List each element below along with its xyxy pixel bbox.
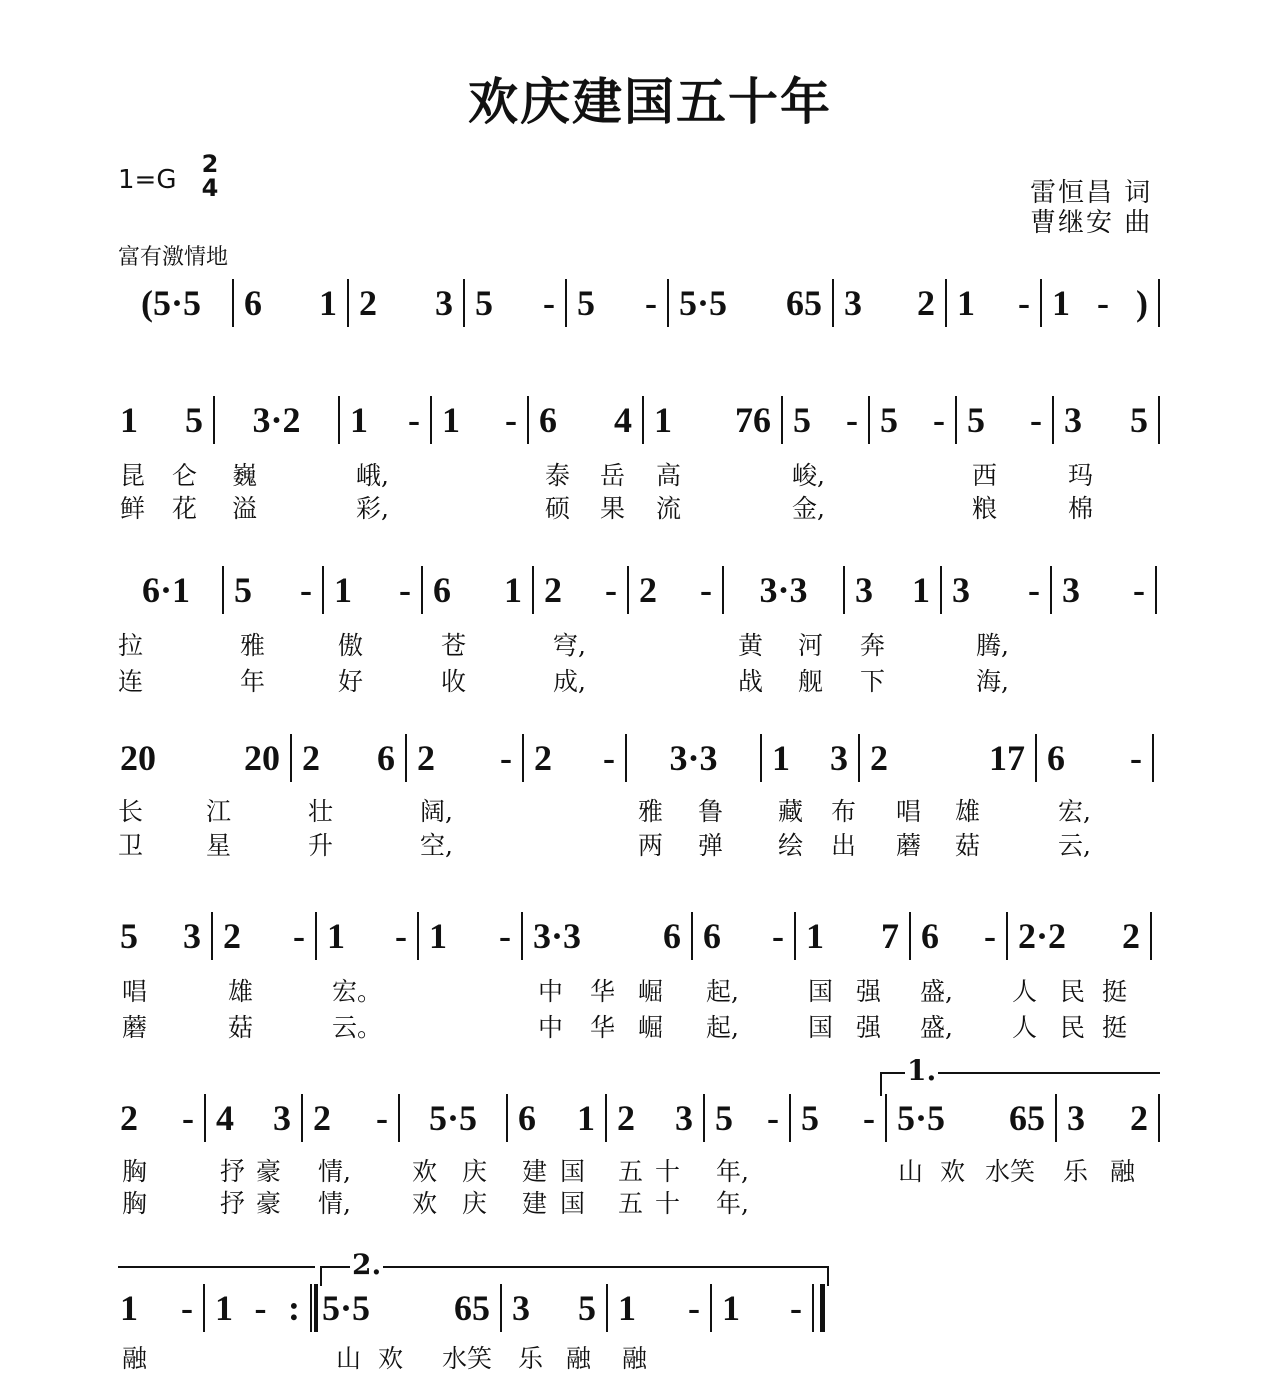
lyric-syllable: 昆 [120, 461, 146, 490]
lyric-syllable: 鲜 [120, 494, 146, 523]
measure: 1 - [957, 283, 1030, 323]
lyric-syllable: 五 [618, 1157, 644, 1186]
lyric-syllable: 融 [122, 1344, 148, 1373]
lyric-syllable: 山 [336, 1344, 362, 1373]
song-title: 欢庆建国五十年 [468, 72, 832, 131]
measure: 1 5 [120, 400, 203, 440]
lyric-syllable: 拉 [118, 631, 144, 660]
measure: 3·3 [669, 738, 718, 778]
lyric-syllable: 仑 [172, 461, 198, 490]
measure: 5 - [967, 400, 1042, 440]
lyric-syllable: 战 [738, 667, 764, 696]
lyric-syllable: 人 [1012, 1013, 1038, 1042]
measure: 6 1 [518, 1098, 595, 1138]
bar-line [532, 566, 534, 614]
lyric-syllable: 雅 [638, 797, 664, 826]
lyric-syllable: 下 [860, 667, 886, 696]
lyric-syllable: 菇 [955, 831, 981, 860]
time-signature-bottom: 4 [201, 174, 219, 202]
lyric-syllable: 人 [1012, 977, 1038, 1006]
bar-line [417, 912, 419, 960]
bar-line [605, 1094, 607, 1142]
time-signature-top: 2 [201, 150, 219, 178]
lyric-syllable: 国 [808, 1013, 834, 1042]
bar-line [213, 396, 215, 444]
bar-line [222, 566, 224, 614]
lyric-syllable: 金, [792, 494, 825, 523]
lyric-syllable: 雅 [240, 631, 266, 660]
bar-line [794, 912, 796, 960]
lyric-syllable: 胸 [122, 1189, 148, 1218]
lyric-syllable: 十 [655, 1189, 681, 1218]
lyric-syllable: 鲁 [698, 797, 724, 826]
measure: 5 - [475, 283, 555, 323]
lyric-syllable: 峻, [792, 461, 825, 490]
bar-line [812, 1284, 814, 1332]
lyric-syllable: 卫 [118, 831, 144, 860]
lyric-syllable: 抒 [220, 1157, 246, 1186]
measure: 5 3 [120, 916, 201, 956]
bar-line [642, 396, 644, 444]
lyric-syllable: 挺 [1102, 1013, 1128, 1042]
bar-line [606, 1284, 608, 1332]
lyric-syllable: 出 [831, 831, 857, 860]
lyric-syllable: 升 [308, 831, 334, 860]
measure: 1 - [350, 400, 420, 440]
bar-line [232, 279, 234, 327]
bar-line [421, 566, 423, 614]
bar-line [1158, 1094, 1160, 1142]
lyric-syllable: 欢 [412, 1157, 438, 1186]
lyric-syllable: 乐 [1063, 1157, 1089, 1186]
bar-line [940, 566, 942, 614]
lyric-syllable: 欢 [378, 1344, 404, 1373]
lyric-syllable: 奔 [860, 631, 886, 660]
lyricist-credit: 雷恒昌 词 [1030, 178, 1153, 208]
measure: 2 - [417, 738, 512, 778]
measure: 5 - [715, 1098, 779, 1138]
bar-line [430, 396, 432, 444]
measure: 2 - [534, 738, 615, 778]
lyric-syllable: 十 [655, 1157, 681, 1186]
bar-line [1040, 279, 1042, 327]
measure: 5·5 65 [679, 283, 822, 323]
measure: 3 2 [1067, 1098, 1148, 1138]
lyric-syllable: 成, [553, 667, 586, 696]
measure: 3 1 [855, 570, 930, 610]
lyric-syllable: 五 [618, 1189, 644, 1218]
lyric-syllable: 花 [172, 494, 198, 523]
bar-line [500, 1284, 502, 1332]
lyric-syllable: 峨, [356, 461, 389, 490]
lyric-syllable: 西 [972, 461, 998, 490]
measure: 2 - [313, 1098, 388, 1138]
lyric-syllable: 云。 [332, 1013, 383, 1042]
measure: 3·2 [252, 400, 301, 440]
bar-line [565, 279, 567, 327]
bar-line [625, 734, 627, 782]
lyric-syllable: 雄 [955, 797, 981, 826]
bar-line [338, 396, 340, 444]
measure: 5 - [577, 283, 657, 323]
bar-line [703, 1094, 705, 1142]
lyric-syllable: 连 [118, 667, 144, 696]
lyric-syllable: 抒 [220, 1189, 246, 1218]
lyric-syllable: 情, [318, 1157, 351, 1186]
measure: 5 - [234, 570, 312, 610]
lyric-syllable: 豪 [256, 1189, 282, 1218]
measure: 6 1 [244, 283, 337, 323]
measure: 2 - [544, 570, 617, 610]
bar-line [627, 566, 629, 614]
lyric-syllable: 溢 [232, 494, 258, 523]
measure: 6 1 [433, 570, 522, 610]
measure: 1 - [429, 916, 511, 956]
volta-first-continuation [118, 1266, 315, 1268]
lyric-syllable: 挺 [1102, 977, 1128, 1006]
lyric-syllable: 藏 [778, 797, 804, 826]
bar-line [463, 279, 465, 327]
measure: 1 - [618, 1288, 700, 1328]
measure: 6 - [1047, 738, 1142, 778]
measure: 5·5 65 [897, 1098, 1045, 1138]
lyric-syllable: 布 [831, 797, 857, 826]
repeat-bar-line [314, 1284, 318, 1332]
volta-second-number: 2. [352, 1248, 382, 1281]
lyric-syllable: 山 [898, 1157, 924, 1186]
lyric-syllable: 年, [716, 1157, 749, 1186]
lyric-syllable: 绘 [778, 831, 804, 860]
lyric-syllable: 棉 [1068, 494, 1094, 523]
lyric-syllable: 巍 [232, 461, 258, 490]
measure: 6 - [921, 916, 996, 956]
bar-line [843, 566, 845, 614]
measure: 3 2 [844, 283, 935, 323]
measure: 3 - [1062, 570, 1145, 610]
lyric-syllable: 傲 [338, 631, 364, 660]
lyric-syllable: 盛, [920, 977, 953, 1006]
lyric-syllable: 苍 [441, 631, 467, 660]
measure: 2 - [120, 1098, 194, 1138]
lyric-syllable: 建 [522, 1157, 548, 1186]
lyric-syllable: 江 [206, 797, 232, 826]
final-bar-line [820, 1284, 825, 1332]
measure: 1 - [120, 1288, 193, 1328]
lyric-syllable: 庆 [462, 1157, 488, 1186]
bar-line [527, 396, 529, 444]
lyric-syllable: 星 [206, 831, 232, 860]
lyric-syllable: 高 [656, 461, 682, 490]
time-signature [200, 152, 220, 200]
bar-line [1035, 734, 1037, 782]
measure: 2 - [639, 570, 712, 610]
lyric-syllable: 强 [856, 1013, 882, 1042]
bar-line [955, 396, 957, 444]
bar-line [667, 279, 669, 327]
lyric-syllable: 欢 [940, 1157, 966, 1186]
bar-line [1150, 912, 1152, 960]
lyric-syllable: 水笑 [442, 1344, 493, 1373]
lyric-syllable: 起, [706, 977, 739, 1006]
bar-line [858, 734, 860, 782]
bar-line [398, 1094, 400, 1142]
volta-second-bracket [320, 1266, 829, 1286]
lyric-syllable: 雄 [228, 977, 254, 1006]
measure: 1 - [722, 1288, 802, 1328]
lyric-syllable: 玛 [1068, 461, 1094, 490]
measure: 2 17 [870, 738, 1025, 778]
lyric-syllable: 好 [338, 667, 364, 696]
measure: 5 - [880, 400, 945, 440]
lyric-syllable: 年, [716, 1189, 749, 1218]
measure: 2 3 [359, 283, 453, 323]
lyric-syllable: 建 [522, 1189, 548, 1218]
bar-line [310, 1284, 312, 1332]
bar-line [1006, 912, 1008, 960]
bar-line [868, 396, 870, 444]
bar-line [1155, 566, 1157, 614]
measure: 3 5 [1064, 400, 1148, 440]
bar-line [1158, 396, 1160, 444]
lyric-syllable: 蘑 [896, 831, 922, 860]
lyric-syllable: 崛 [638, 1013, 664, 1042]
measure: 3·3 6 [533, 916, 681, 956]
lyric-syllable: 融 [566, 1344, 592, 1373]
lyric-syllable: 崛 [638, 977, 664, 1006]
lyric-syllable: 壮 [308, 797, 334, 826]
bar-line [211, 912, 213, 960]
lyric-syllable: 年 [240, 667, 266, 696]
lyric-syllable: 融 [1110, 1157, 1136, 1186]
measure: 2 3 [617, 1098, 693, 1138]
measure: 3 - [952, 570, 1040, 610]
measure: 2 6 [302, 738, 395, 778]
bar-line [909, 912, 911, 960]
measure: 6·1 [141, 570, 190, 610]
lyric-syllable: 华 [590, 977, 616, 1006]
measure: 1 7 [806, 916, 899, 956]
lyric-syllable: 穹, [553, 631, 586, 660]
measure: 1 3 [772, 738, 848, 778]
measure: 1 - ) [1052, 283, 1148, 323]
bar-line [1052, 396, 1054, 444]
lyric-syllable: 泰 [545, 461, 571, 490]
lyric-syllable: 华 [590, 1013, 616, 1042]
measure: 1 - [334, 570, 411, 610]
lyric-syllable: 国 [560, 1189, 586, 1218]
lyric-syllable: 欢 [412, 1189, 438, 1218]
lyric-syllable: 乐 [518, 1344, 544, 1373]
bar-line [945, 279, 947, 327]
measure: 6 - [703, 916, 784, 956]
measure: 1 - [442, 400, 517, 440]
measure: 20 20 [120, 738, 280, 778]
volta-first-number: 1. [907, 1054, 937, 1087]
bar-line [722, 566, 724, 614]
bar-line [1152, 734, 1154, 782]
bar-line [760, 734, 762, 782]
lyric-syllable: 腾, [976, 631, 1009, 660]
bar-line [691, 912, 693, 960]
measure: 5 - [793, 400, 858, 440]
lyric-syllable: 唱 [896, 797, 922, 826]
lyric-syllable: 情, [318, 1189, 351, 1218]
lyric-syllable: 弹 [698, 831, 724, 860]
lyric-syllable: 彩, [356, 494, 389, 523]
lyric-syllable: 阔, [420, 797, 453, 826]
bar-line [301, 1094, 303, 1142]
measure: 2·2 2 [1018, 916, 1140, 956]
measure: 1 76 [654, 400, 771, 440]
bar-line [832, 279, 834, 327]
lyric-syllable: 菇 [228, 1013, 254, 1042]
lyric-syllable: 果 [600, 494, 626, 523]
lyric-syllable: 岳 [600, 461, 626, 490]
bar-line [506, 1094, 508, 1142]
bar-line [315, 912, 317, 960]
measure: 3·3 [759, 570, 808, 610]
lyric-syllable: 两 [638, 831, 664, 860]
lyric-syllable: 庆 [462, 1189, 488, 1218]
lyric-syllable: 长 [118, 797, 144, 826]
bar-line [522, 734, 524, 782]
lyric-syllable: 舰 [798, 667, 824, 696]
bar-line [1055, 1094, 1057, 1142]
lyric-syllable: 黄 [738, 631, 764, 660]
measure: 2 - [223, 916, 305, 956]
bar-line [204, 1094, 206, 1142]
lyric-syllable: 粮 [972, 494, 998, 523]
key-signature: 1=G [118, 165, 177, 195]
lyric-syllable: 硕 [545, 494, 571, 523]
composer-credit: 曹继安 曲 [1030, 208, 1153, 238]
bar-line [322, 566, 324, 614]
lyric-syllable: 海, [976, 667, 1009, 696]
measure: 1 - [327, 916, 407, 956]
measure: (5·5 [141, 283, 201, 323]
lyric-syllable: 中 [538, 977, 564, 1006]
measure: 6 4 [539, 400, 632, 440]
bar-line [405, 734, 407, 782]
measure: 5·5 [428, 1098, 477, 1138]
lyric-syllable: 盛, [920, 1013, 953, 1042]
bar-line [885, 1094, 887, 1142]
lyric-syllable: 云, [1058, 831, 1091, 860]
lyric-syllable: 民 [1060, 977, 1086, 1006]
bar-line [710, 1284, 712, 1332]
lyric-syllable: 民 [1060, 1013, 1086, 1042]
lyric-syllable: 蘑 [122, 1013, 148, 1042]
bar-line [1158, 279, 1160, 327]
measure: 4 3 [216, 1098, 291, 1138]
lyric-syllable: 胸 [122, 1157, 148, 1186]
lyric-syllable: 强 [856, 977, 882, 1006]
bar-line [203, 1284, 205, 1332]
lyric-syllable: 中 [538, 1013, 564, 1042]
lyric-syllable: 唱 [122, 977, 148, 1006]
bar-line [1050, 566, 1052, 614]
lyric-syllable: 豪 [256, 1157, 282, 1186]
lyric-syllable: 国 [808, 977, 834, 1006]
bar-line [789, 1094, 791, 1142]
lyric-syllable: 宏, [1058, 797, 1091, 826]
lyric-syllable: 收 [441, 667, 467, 696]
tempo-marking: 富有激情地 [118, 245, 229, 270]
lyric-syllable: 河 [798, 631, 824, 660]
measure: 5 - [801, 1098, 875, 1138]
lyric-syllable: 空, [420, 831, 453, 860]
lyric-syllable: 融 [622, 1344, 648, 1373]
bar-line [521, 912, 523, 960]
lyric-syllable: 起, [706, 1013, 739, 1042]
measure: 5·5 65 [322, 1288, 490, 1328]
bar-line [290, 734, 292, 782]
measure: 1 - : [215, 1288, 300, 1328]
lyric-syllable: 水笑 [985, 1157, 1036, 1186]
lyric-syllable: 流 [656, 494, 682, 523]
bar-line [781, 396, 783, 444]
lyric-syllable: 宏。 [332, 977, 383, 1006]
lyric-syllable: 国 [560, 1157, 586, 1186]
bar-line [347, 279, 349, 327]
measure: 3 5 [512, 1288, 596, 1328]
